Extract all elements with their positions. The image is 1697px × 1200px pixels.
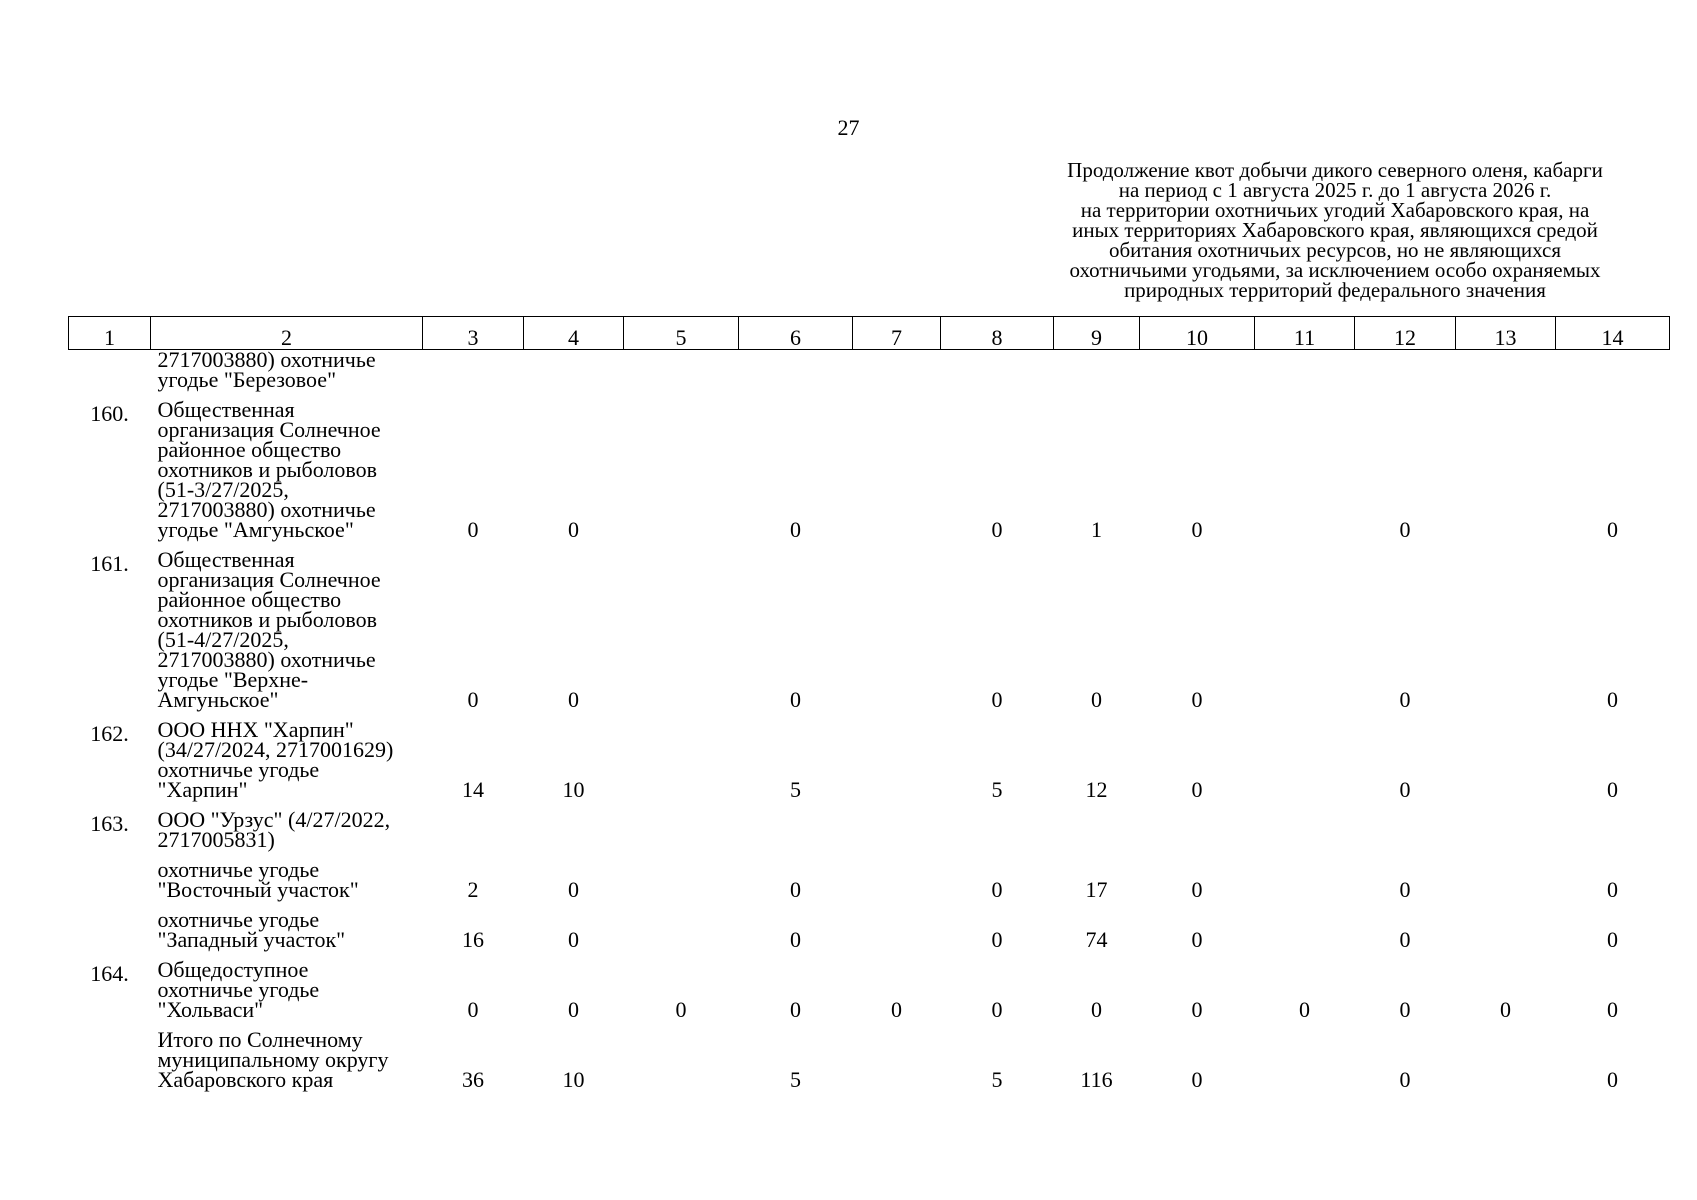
- quota-value-col-13: [1456, 390, 1556, 540]
- column-header: 14: [1556, 317, 1670, 350]
- quota-value-col-10: 0: [1191, 877, 1203, 902]
- quota-value-col-5: [624, 800, 739, 850]
- quota-value-col-10: [1140, 800, 1255, 850]
- quota-value-col-6: 0: [790, 517, 801, 542]
- quota-value-col-10: [1140, 350, 1255, 391]
- quota-value-col-6: 0: [790, 687, 801, 712]
- quota-value-col-9: [1054, 350, 1140, 391]
- quota-value-col-9: 12: [1085, 777, 1108, 802]
- hunting-ground-name: [151, 347, 423, 392]
- name-line: угодье "Верхне-: [157, 667, 309, 692]
- quota-value-col-8: 5: [991, 777, 1003, 802]
- name-line: муниципальному округу: [157, 1047, 389, 1072]
- quota-value-col-7: [853, 390, 941, 540]
- name-line: районное общество: [157, 437, 342, 462]
- quota-value-col-12: 0: [1399, 1067, 1411, 1092]
- quota-value-col-8: 0: [991, 927, 1003, 952]
- name-line: охотников и рыболовов: [157, 607, 378, 632]
- name-line: "Харпин": [157, 777, 248, 802]
- quota-value-col-9: 116: [1080, 1067, 1113, 1092]
- row-number: 164.: [90, 961, 129, 986]
- quota-value-col-7: [853, 710, 941, 800]
- name-line: угодье "Амгуньское": [157, 517, 354, 542]
- quota-value-col-3: 0: [467, 687, 479, 712]
- name-line: (51-3/27/2025,: [157, 477, 289, 502]
- column-header: 4: [524, 317, 624, 350]
- quota-value-col-13: [1456, 900, 1556, 950]
- column-header: 10: [1140, 317, 1255, 350]
- hunting-ground-name: [151, 800, 423, 850]
- quota-value-col-7: 0: [891, 997, 902, 1022]
- quota-value-col-6: [739, 800, 853, 850]
- quota-value-col-6: 0: [790, 877, 801, 902]
- quota-value-col-11: [1255, 350, 1355, 391]
- quota-value-col-10: 0: [1191, 777, 1203, 802]
- name-line: Итого по Солнечному: [157, 1027, 363, 1052]
- page-number: 27: [837, 115, 860, 140]
- row-number: 161.: [90, 551, 129, 576]
- table-row: [69, 540, 1670, 710]
- quota-value-col-12: 0: [1399, 517, 1411, 542]
- quota-table: [68, 316, 1670, 1090]
- name-line: Общественная: [157, 397, 295, 422]
- quota-value-col-14: 0: [1607, 517, 1618, 542]
- quota-value-col-9: [1054, 800, 1140, 850]
- quota-value-col-4: 0: [568, 997, 579, 1022]
- column-header: 8: [941, 317, 1054, 350]
- name-line: организация Солнечное: [157, 417, 381, 442]
- hunting-ground-name: [151, 390, 423, 540]
- quota-value-col-12: [1355, 800, 1456, 850]
- quota-value-col-9: 0: [1091, 997, 1102, 1022]
- quota-value-col-10: 0: [1191, 927, 1203, 952]
- quota-value-col-4: [524, 350, 624, 391]
- name-line: угодье "Березовое": [157, 367, 337, 392]
- quota-value-col-14: 0: [1607, 777, 1618, 802]
- quota-value-col-4: 10: [562, 777, 585, 802]
- quota-value-col-10: 0: [1191, 1067, 1203, 1092]
- caption-line: природных территорий федерального значения: [1124, 278, 1546, 302]
- column-header: 6: [739, 317, 853, 350]
- name-line: охотничье угодье: [157, 757, 320, 782]
- quota-value-col-6: 5: [790, 777, 801, 802]
- quota-value-col-3: 14: [462, 777, 484, 802]
- quota-value-col-4: [524, 800, 624, 850]
- name-line: "Восточный участок": [157, 877, 359, 902]
- quota-value-col-8: 0: [991, 877, 1003, 902]
- quota-value-col-14: [1556, 800, 1670, 850]
- table-row: [69, 850, 1670, 900]
- quota-value-col-12: 0: [1399, 997, 1411, 1022]
- name-line: Амгуньское": [157, 687, 279, 712]
- name-line: Хабаровского края: [157, 1067, 334, 1092]
- quota-value-col-9: 17: [1085, 877, 1108, 902]
- column-number-header: [69, 317, 1670, 350]
- table-row: [69, 350, 1670, 391]
- table-row: [69, 900, 1670, 950]
- quota-value-col-4: 0: [568, 687, 579, 712]
- caption-line: на территории охотничьих угодий Хабаровского края, на: [1080, 198, 1590, 222]
- quota-value-col-11: [1255, 540, 1355, 710]
- quota-value-col-8: [941, 800, 1054, 850]
- name-line: 2717003880) охотничье: [157, 497, 376, 522]
- quota-value-col-12: 0: [1399, 687, 1411, 712]
- quota-value-col-6: 0: [790, 927, 801, 952]
- quota-value-col-11: [1255, 1020, 1355, 1090]
- quota-value-col-12: [1355, 350, 1456, 391]
- quota-value-col-11: [1255, 710, 1355, 800]
- row-number: 163.: [90, 811, 129, 836]
- column-header: 11: [1255, 317, 1355, 350]
- quota-value-col-14: [1556, 350, 1670, 391]
- quota-value-col-14: 0: [1607, 877, 1618, 902]
- quota-value-col-7: [853, 850, 941, 900]
- row-number: 160.: [90, 401, 129, 426]
- quota-value-col-8: 0: [991, 997, 1003, 1022]
- quota-value-col-5: [624, 850, 739, 900]
- quota-value-col-14: 0: [1607, 687, 1618, 712]
- column-header: 7: [853, 317, 941, 350]
- quota-value-col-14: 0: [1607, 997, 1618, 1022]
- table-body: [69, 347, 1670, 1092]
- column-header: 13: [1456, 317, 1556, 350]
- quota-value-col-3: [423, 350, 524, 391]
- quota-value-col-8: 5: [991, 1067, 1003, 1092]
- quota-value-col-6: 5: [790, 1067, 801, 1092]
- name-line: ООО "Урзус" (4/27/2022,: [157, 807, 391, 832]
- quota-value-col-8: [941, 350, 1054, 391]
- quota-value-col-5: [624, 390, 739, 540]
- name-line: "Западный участок": [157, 927, 346, 952]
- quota-value-col-7: [853, 1020, 941, 1090]
- quota-value-col-11: 0: [1299, 997, 1310, 1022]
- name-line: (34/27/2024, 2717001629): [157, 737, 394, 762]
- quota-value-col-11: [1255, 390, 1355, 540]
- name-line: 2717005831): [157, 827, 275, 852]
- name-line: охотничье угодье: [157, 977, 320, 1002]
- caption-line: охотничьими угодьями, за исключением особо охраняемых: [1069, 258, 1601, 282]
- quota-value-col-13: 0: [1500, 997, 1511, 1022]
- quota-value-col-3: [423, 800, 524, 850]
- column-header: 12: [1355, 317, 1456, 350]
- name-line: 2717003880) охотничье: [157, 647, 376, 672]
- quota-value-col-3: 16: [462, 927, 484, 952]
- quota-value-col-3: 0: [467, 997, 479, 1022]
- row-number: [69, 900, 151, 950]
- name-line: охотничье угодье: [157, 907, 320, 932]
- quota-value-col-8: 0: [991, 687, 1003, 712]
- hunting-ground-name: [151, 950, 423, 1020]
- table-caption: [1005, 160, 1665, 300]
- quota-value-col-5: [624, 540, 739, 710]
- quota-value-col-13: [1456, 850, 1556, 900]
- quota-value-col-13: [1456, 710, 1556, 800]
- row-number: 162.: [90, 721, 129, 746]
- quota-value-col-4: 0: [568, 517, 579, 542]
- column-header: 9: [1054, 317, 1140, 350]
- name-line: (51-4/27/2025,: [157, 627, 289, 652]
- caption-line: обитания охотничьих ресурсов, но не являющихся: [1108, 238, 1562, 262]
- name-line: Общественная: [157, 547, 295, 572]
- name-line: "Хольваси": [157, 997, 264, 1022]
- name-line: организация Солнечное: [157, 567, 381, 592]
- quota-value-col-12: 0: [1399, 927, 1411, 952]
- quota-value-col-4: 0: [568, 877, 579, 902]
- name-line: ООО ННХ "Харпин": [157, 717, 354, 742]
- quota-value-col-8: 0: [991, 517, 1003, 542]
- quota-value-col-12: 0: [1399, 777, 1411, 802]
- column-header: 2: [151, 317, 423, 350]
- quota-value-col-4: 10: [562, 1067, 585, 1092]
- quota-value-col-5: 0: [675, 997, 687, 1022]
- quota-value-col-9: 0: [1091, 687, 1102, 712]
- quota-value-col-7: [853, 900, 941, 950]
- quota-value-col-5: [624, 350, 739, 391]
- quota-value-col-14: 0: [1607, 927, 1618, 952]
- quota-value-col-3: 36: [462, 1067, 484, 1092]
- quota-value-col-13: [1456, 350, 1556, 391]
- caption-line: на период с 1 августа 2025 г. до 1 августа 2026 г.: [1118, 178, 1552, 202]
- column-header: 5: [624, 317, 739, 350]
- caption-line: иных территориях Хабаровского края, являющихся средой: [1072, 218, 1598, 242]
- hunting-ground-name: [151, 540, 423, 710]
- quota-value-col-5: [624, 900, 739, 950]
- row-number: [69, 850, 151, 900]
- column-header: 3: [423, 317, 524, 350]
- name-line: 2717003880) охотничье: [157, 347, 376, 372]
- quota-value-col-13: [1456, 1020, 1556, 1090]
- quota-value-col-5: [624, 710, 739, 800]
- quota-value-col-7: [853, 800, 941, 850]
- quota-value-col-4: 0: [568, 927, 579, 952]
- table-row: [69, 390, 1670, 540]
- name-line: Общедоступное: [157, 957, 309, 982]
- quota-value-col-7: [853, 540, 941, 710]
- hunting-ground-name: [151, 710, 423, 800]
- name-line: районное общество: [157, 587, 342, 612]
- table-row: [69, 800, 1670, 850]
- table-row: [69, 950, 1670, 1020]
- name-line: охотников и рыболовов: [157, 457, 378, 482]
- quota-value-col-12: 0: [1399, 877, 1411, 902]
- quota-value-col-5: [624, 1020, 739, 1090]
- quota-value-col-9: 1: [1091, 517, 1102, 542]
- quota-value-col-11: [1255, 850, 1355, 900]
- row-number: [69, 350, 151, 391]
- hunting-ground-name: [151, 900, 423, 950]
- quota-value-col-11: [1255, 800, 1355, 850]
- hunting-ground-name: [151, 850, 423, 900]
- quota-value-col-10: 0: [1191, 517, 1203, 542]
- quota-value-col-13: [1456, 540, 1556, 710]
- quota-value-col-14: 0: [1607, 1067, 1618, 1092]
- quota-value-col-10: 0: [1191, 997, 1203, 1022]
- quota-value-col-3: 0: [467, 517, 479, 542]
- caption-line: Продолжение квот добычи дикого северного оленя, кабарги: [1067, 158, 1603, 182]
- quota-value-col-13: [1456, 800, 1556, 850]
- quota-value-col-6: 0: [790, 997, 801, 1022]
- quota-value-col-3: 2: [467, 877, 479, 902]
- table-row: [69, 1020, 1670, 1090]
- quota-value-col-10: 0: [1191, 687, 1203, 712]
- quota-value-col-9: 74: [1085, 927, 1108, 952]
- name-line: охотничье угодье: [157, 857, 320, 882]
- column-header: 1: [69, 317, 151, 350]
- table-row: [69, 710, 1670, 800]
- quota-value-col-11: [1255, 900, 1355, 950]
- quota-value-col-7: [853, 350, 941, 391]
- quota-value-col-6: [739, 350, 853, 391]
- hunting-ground-name: [151, 1020, 423, 1090]
- row-number: [69, 1020, 151, 1090]
